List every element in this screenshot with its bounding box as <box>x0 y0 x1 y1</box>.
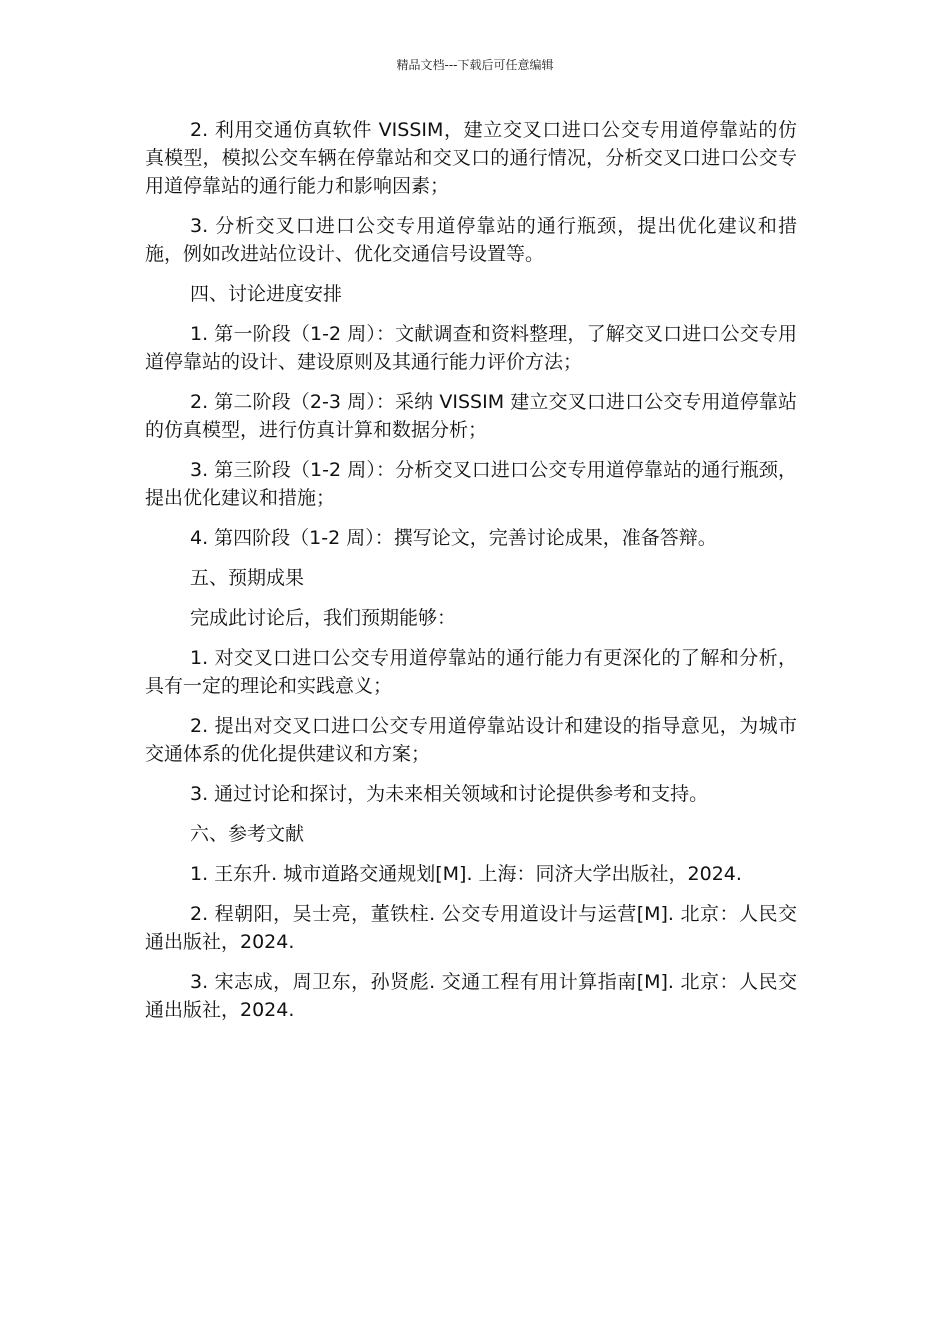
paragraph-result-1: 1. 对交叉口进口公交专用道停靠站的通行能力有更深化的了解和分析，具有一定的理论和实践意义； <box>145 647 797 697</box>
reference-1: 1. 王东升. 城市道路交通规划[M]. 上海：同济大学出版社，2024. <box>190 863 742 885</box>
paragraph-method-2: 2. 利用交通仿真软件 VISSIM，建立交叉口进口公交专用道停靠站的仿真模型，模拟公交车辆在停靠站和交叉口的通行情况，分析交叉口进口公交专用道停靠站的通行能力和影响因素； <box>145 119 797 197</box>
reference-2: 2. 程朝阳，吴士亮，董铁柱. 公交专用道设计与运营[M]. 北京：人民交通出版社，2024. <box>145 903 797 953</box>
paragraph-results-intro: 完成此讨论后，我们预期能够： <box>190 607 457 629</box>
paragraph-result-2: 2. 提出对交叉口进口公交专用道停靠站设计和建设的指导意见，为城市交通体系的优化提供建议和方案； <box>145 715 797 765</box>
paragraph-schedule-1: 1. 第一阶段（1-2 周）：文献调查和资料整理，了解交叉口进口公交专用道停靠站的设计、建设原则及其通行能力评价方法； <box>145 323 797 373</box>
page-header: 精品文档---下载后可任意编辑 <box>396 58 554 72</box>
section-heading-schedule: 四、讨论进度安排 <box>190 283 343 305</box>
paragraph-schedule-4: 4. 第四阶段（1-2 周）：撰写论文，完善讨论成果，准备答辩。 <box>190 527 717 549</box>
paragraph-result-3: 3. 通过讨论和探讨，为未来相关领域和讨论提供参考和支持。 <box>190 783 709 805</box>
reference-3: 3. 宋志成，周卫东，孙贤彪. 交通工程有用计算指南[M]. 北京：人民交通出版社，2024. <box>145 971 797 1021</box>
paragraph-method-3: 3. 分析交叉口进口公交专用道停靠站的通行瓶颈，提出优化建议和措施，例如改进站位设计、优化交通信号设置等。 <box>145 215 797 265</box>
paragraph-schedule-3: 3. 第三阶段（1-2 周）：分析交叉口进口公交专用道停靠站的通行瓶颈，提出优化建议和措施； <box>145 459 797 509</box>
section-heading-expected-results: 五、预期成果 <box>190 567 305 589</box>
paragraph-schedule-2: 2. 第二阶段（2-3 周）：采纳 VISSIM 建立交叉口进口公交专用道停靠站的仿真模型，进行仿真计算和数据分析； <box>145 391 797 441</box>
section-heading-references: 六、参考文献 <box>190 823 305 845</box>
document-body <box>145 116 797 1036</box>
